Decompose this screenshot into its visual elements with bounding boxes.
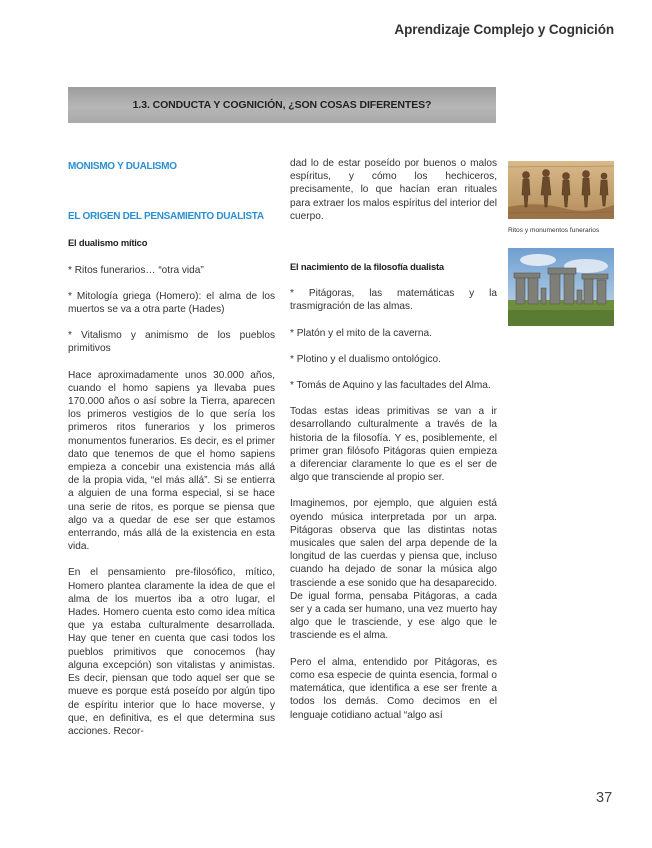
ritual-relief-image xyxy=(508,161,614,219)
bullet-item: * Vitalismo y animismo de los pueblos primitivos xyxy=(68,330,275,355)
stonehenge-image xyxy=(508,248,614,326)
bullet-item: * Plotino y el dualismo ontológico. xyxy=(290,353,441,365)
paragraph: dad lo de estar poseído por buenos o malos espíritus, y cómo los hechiceros, precisamente, lo que hacían eran rituales para extraer los malos espíritus del interior del cuerpo. xyxy=(290,158,498,222)
paragraph: Pero el alma, entendido por Pitágoras, es como esa especie de quinta esencia, formal o matemática, que identifica a ese ser frente a todos los demás. Como decimos en el lenguaje cotidiano actual “algo así xyxy=(290,656,497,721)
section-title: 1.3. CONDUCTA Y COGNICIÓN, ¿SON COSAS DIFERENTES? xyxy=(132,99,432,111)
minor-heading: El nacimiento de la filosofía dualista xyxy=(290,261,444,273)
subsection-heading: EL ORIGEN DEL PENSAMIENTO DUALISTA xyxy=(68,211,264,223)
paragraph: Imaginemos, por ejemplo, que alguien está oyendo música interpretada por un arpa. Pitágoras observa que las distintas notas musicales que salen del arpa depende de la longitud de las cuerdas y piensa que, incluso cuando ha dejado de sonar la música algo trasciende a ese sonido que ha desaparecido. De igual forma, pensaba Pitágoras, a cada ser y a cada ser humano, una vez muerto hay algo que le trasciende, y ese algo que le trasciende es el alma. xyxy=(290,498,497,642)
paragraph: Todas estas ideas primitivas se van a ir desarrollando culturalmente a través de la historia de la filosofía. Y es, posiblemente, el primer gran filósofo Pitágoras quien empieza a diferenciar claramente lo que es el ser de algo que transciende al propio ser. xyxy=(290,406,497,484)
page-number: 37 xyxy=(596,790,613,806)
running-header: Aprendizaje Complejo y Cognición xyxy=(394,22,614,37)
column-middle xyxy=(290,157,497,722)
section-banner xyxy=(68,87,496,123)
minor-heading: El dualismo mítico xyxy=(68,237,148,249)
bullet-item: * Ritos funerarios… “otra vida” xyxy=(68,264,204,276)
bullet-item: * Platón y el mito de la caverna. xyxy=(290,327,432,339)
section-heading: MONISMO Y DUALISMO xyxy=(68,161,177,172)
paragraph: Hace aproximadamente unos 30.000 años, cuando el homo sapiens ya llevaba pues 170.000 años o así sobre la Tierra, aparecen los primeros vestigios de lo que sería los primeros ritos funerarios y los primeros monumentos funerarios. Es decir, es el primer dato que tenemos de que el homo sapiens empieza a concebir una existencia más allá de la propia vida, “el más allá”. Si se entierra a alguien de una forma especial, si se hace una serie de ritos, es porque se piensa que algo va a quedar de ese ser que estamos enterrando, más allá de la existencia en esta vida. xyxy=(68,369,275,553)
bullet-item: * Mitología griega (Homero): el alma de los muertos se va a otra parte (Hades) xyxy=(68,290,275,316)
bullet-item: * Pitágoras, las matemáticas y la trasmigración de las almas. xyxy=(290,288,497,313)
column-left xyxy=(68,160,275,738)
paragraph: En el pensamiento pre-filosófico, mítico, Homero plantea claramente la idea de que el alma de los muertos iba a otro lugar, el Hades. Homero cuenta esto como idea mítica que ya estaba culturalmente desarrollada. Hay que tener en cuenta que casi todos los pueblos primitivos que conocemos (hay alguna excepción) son vitalistas y animistas. Es decir, piensan que todo aquel ser que se mueve es porque está poseído por algún tipo de espíritu interior que lo hace moverse, y que, en definitiva, es el que determina sus acciones. Recor- xyxy=(68,567,275,737)
bullet-item: * Tomás de Aquino y las facultades del Alma. xyxy=(290,380,491,392)
figure-caption: Ritos y monumentos funerarios xyxy=(508,227,600,234)
